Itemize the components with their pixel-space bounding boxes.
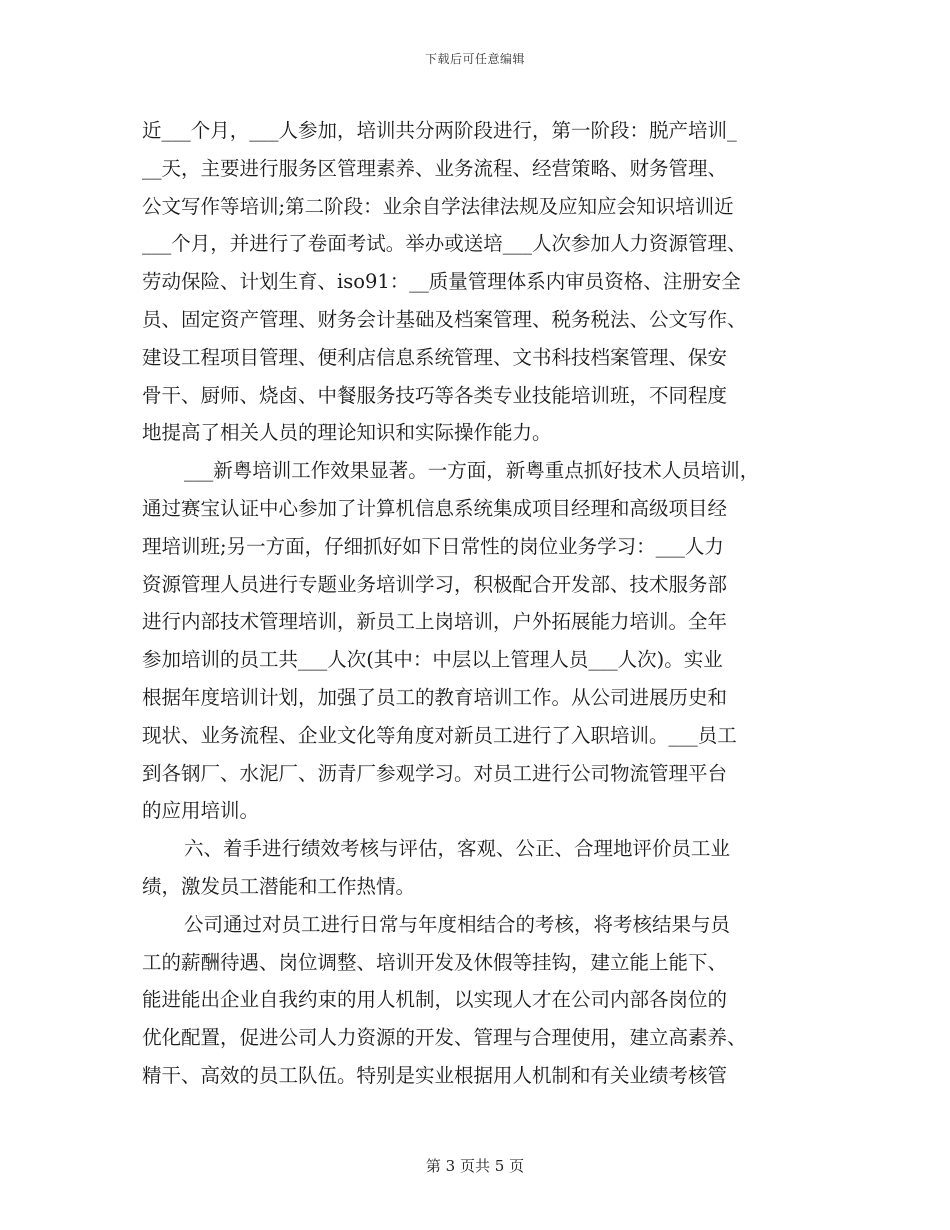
text-line: 地提高了相关人员的理论知识和实际操作能力。: [142, 421, 552, 445]
document-body: [142, 112, 822, 1095]
text-line: 根据年度培训计划，加强了员工的教育培训工作。从公司进展历史和: [142, 685, 728, 709]
section-heading-line: 绩，激发员工潜能和工作热情。: [142, 874, 416, 898]
paragraph-2: [142, 452, 822, 830]
text-line: ___新粤培训工作效果显著。一方面，新粤重点抓好技术人员培训，: [184, 459, 760, 483]
text-line: 参加培训的员工共___人次(其中：中层以上管理人员___人次)。实业: [142, 648, 723, 672]
text-line: 到各钢厂、水泥厂、沥青厂参观学习。对员工进行公司物流管理平台: [142, 761, 728, 785]
text-line: 资源管理人员进行专题业务培训学习，积极配合开发部、技术服务部: [142, 572, 728, 596]
text-line: 的应用培训。: [142, 799, 260, 823]
paragraph-3: [142, 830, 822, 906]
text-line: 通过赛宝认证中心参加了计算机信息系统集成项目经理和高级项目经: [142, 496, 728, 520]
text-line: __天，主要进行服务区管理素养、业务流程、经营策略、财务管理、: [142, 156, 728, 180]
page-header: 下载后可任意编辑: [424, 52, 525, 66]
text-line: 员、固定资产管理、财务会计基础及档案管理、税务税法、公文写作、: [142, 307, 747, 331]
text-line: 建设工程项目管理、便利店信息系统管理、文书科技档案管理、保安: [142, 345, 728, 369]
text-line: 现状、业务流程、企业文化等角度对新员工进行了入职培训。___员工: [142, 723, 737, 747]
paragraph-1: [142, 112, 822, 452]
text-line: 优化配置，促进公司人力资源的开发、管理与合理使用，建立高素养、: [142, 1026, 747, 1050]
page-number: 第 3 页共 5 页: [425, 1157, 525, 1175]
text-line: 公文写作等培训;第二阶段：业余自学法律法规及应知应会知识培训近: [142, 194, 734, 218]
text-line: ___个月，并进行了卷面考试。举办或送培___人次参加人力资源管理、: [142, 232, 747, 256]
text-line: 公司通过对员工进行日常与年度相结合的考核，将考核结果与员: [184, 912, 731, 936]
paragraph-4: [142, 906, 822, 1095]
section-heading-line: 六、着手进行绩效考核与评估，客观、公正、合理地评价员工业: [184, 837, 731, 861]
text-line: 能进能出企业自我约束的用人机制，以实现人才在公司内部各岗位的: [142, 988, 728, 1012]
text-line: 进行内部技术管理培训，新员工上岗培训，户外拓展能力培训。全年: [142, 610, 728, 634]
text-line: 近___个月，___人参加，培训共分两阶段进行，第一阶段：脱产培训_: [142, 119, 737, 142]
text-line: 劳动保险、计划生育、iso91：__质量管理体系内审员资格、注册安全: [142, 270, 741, 294]
text-line: 理培训班;另一方面，仔细抓好如下日常性的岗位业务学习：___人力: [142, 534, 724, 558]
text-line: 精干、高效的员工队伍。特别是实业根据用人机制和有关业绩考核管: [142, 1063, 728, 1087]
text-line: 工的薪酬待遇、岗位调整、培训开发及休假等挂钩，建立能上能下、: [142, 950, 728, 974]
text-line: 骨干、厨师、烧卤、中餐服务技巧等各类专业技能培训班，不同程度: [142, 383, 728, 407]
